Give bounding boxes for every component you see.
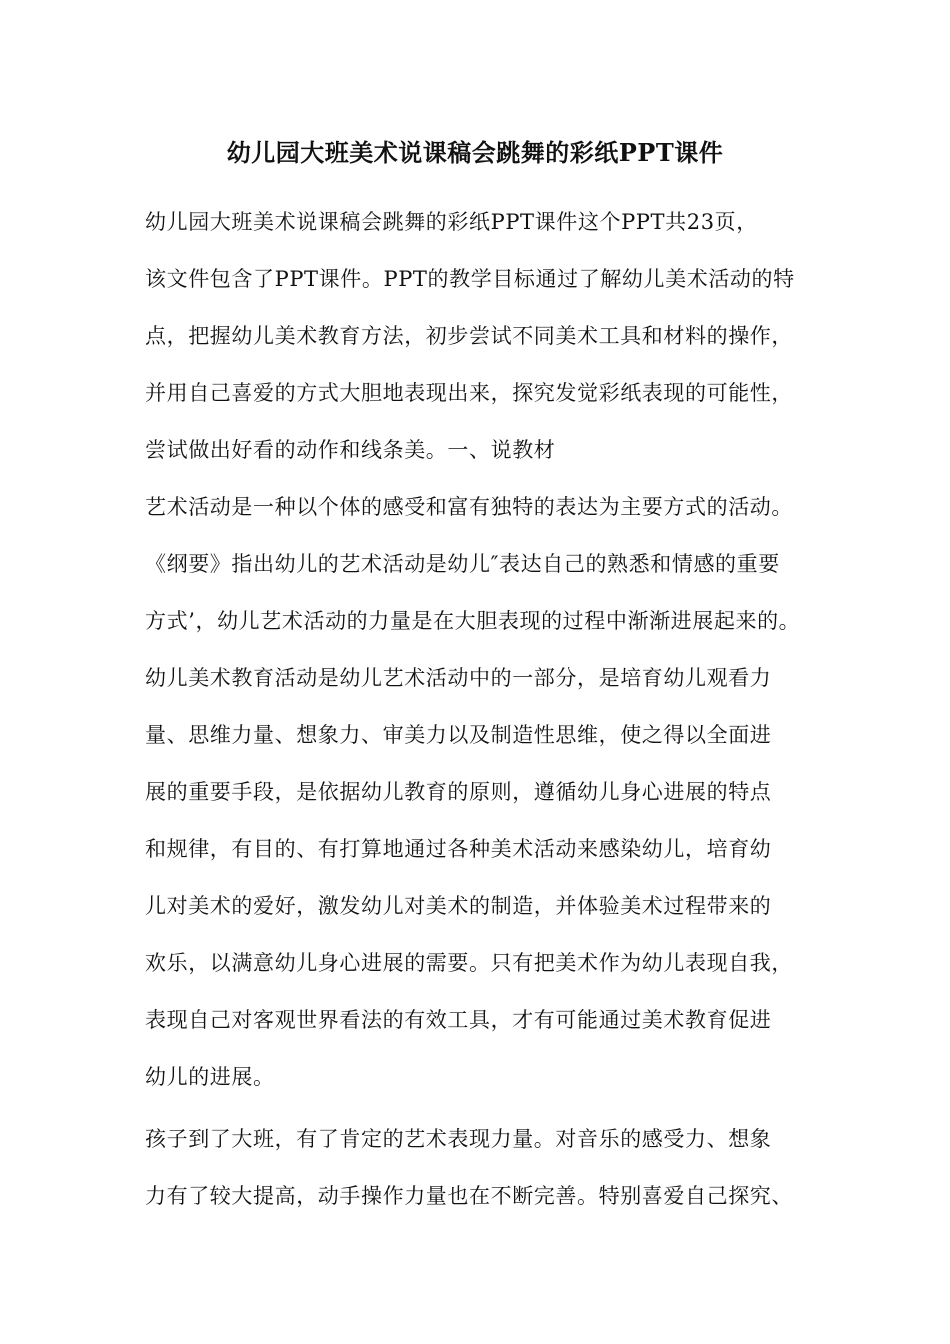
document-title: 幼儿园大班美术说课稿会跳舞的彩纸PPT课件 [226, 138, 724, 167]
body-line: 艺术活动是一种以个体的感受和富有独特的表达为主要方式的活动。 [145, 495, 793, 519]
body-line: 表现自己对客观世界看法的有效工具，才有可能通过美术教育促进 [145, 1008, 772, 1032]
body-line: 方式’，幼儿艺术活动的力量是在大胆表现的过程中渐渐进展起来的。 [145, 609, 801, 633]
body-line: 儿对美术的爱好，激发幼儿对美术的制造，并体验美术过程带来的 [145, 894, 772, 918]
body-line: 幼儿的进展。 [145, 1065, 275, 1089]
body-line: 孩子到了大班，有了肯定的艺术表现力量。对音乐的感受力、想象 [145, 1127, 772, 1151]
body-line: 《纲要》指出幼儿的艺术活动是幼儿″表达自己的熟悉和情感的重要 [145, 552, 780, 576]
body-line: 该文件包含了PPT课件。PPT的教学目标通过了解幼儿美术活动的特 [145, 267, 795, 291]
body-line: 点，把握幼儿美术教育方法，初步尝试不同美术工具和材料的操作， [145, 324, 793, 348]
body-line: 力有了较大提高，动手操作力量也在不断完善。特别喜爱自己探究、 [145, 1184, 793, 1208]
body-line: 幼儿美术教育活动是幼儿艺术活动中的一部分，是培育幼儿观看力 [145, 666, 772, 690]
body-line: 展的重要手段，是依据幼儿教育的原则，遵循幼儿身心进展的特点 [145, 780, 772, 804]
body-line: 幼儿园大班美术说课稿会跳舞的彩纸PPT课件这个PPT共23页， [145, 210, 758, 234]
body-line: 并用自己喜爱的方式大胆地表现出来，探究发觉彩纸表现的可能性， [145, 381, 793, 405]
body-line: 欢乐，以满意幼儿身心进展的需要。只有把美术作为幼儿表现自我， [145, 951, 793, 975]
body-line: 尝试做出好看的动作和线条美。一、说教材 [145, 438, 556, 462]
body-line: 量、思维力量、想象力、审美力以及制造性思维，使之得以全面进 [145, 723, 772, 747]
body-line: 和规律，有目的、有打算地通过各种美术活动来感染幼儿，培育幼 [145, 837, 772, 861]
